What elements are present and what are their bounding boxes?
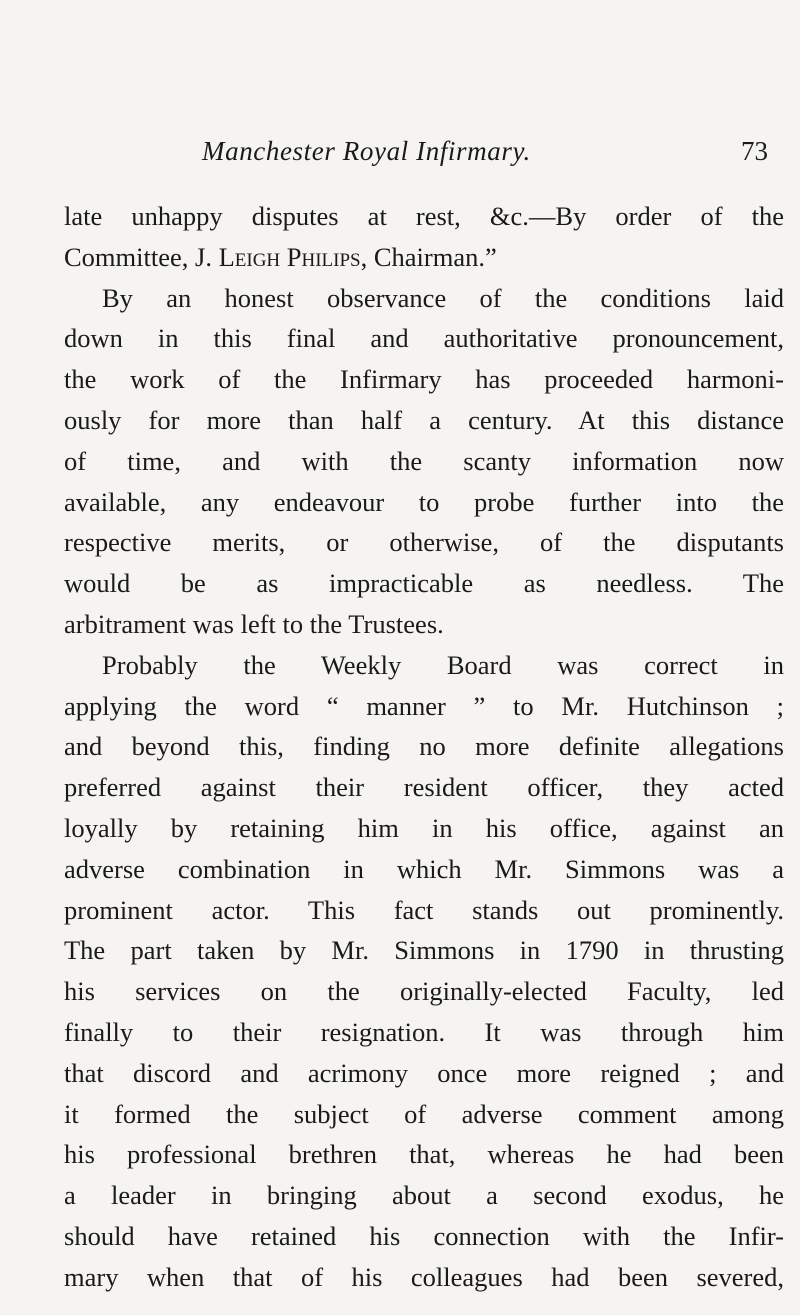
text-line: finally to their resignation. It was through him <box>64 1016 784 1047</box>
page-number: 73 <box>741 136 768 166</box>
running-head <box>0 136 800 176</box>
text-line: adverse combination in which Mr. Simmons was a <box>64 853 784 884</box>
text-line: would be as impracticable as needless. The <box>64 568 784 599</box>
text-line: respective merits, or otherwise, of the disputants <box>64 527 784 558</box>
text-line: that discord and acrimony once more reigned ; and <box>64 1057 784 1088</box>
text-line: his professional brethren that, whereas he had been <box>64 1139 784 1170</box>
text-line: the work of the Infirmary has proceeded harmoni- <box>64 364 784 395</box>
text-line: preferred against their resident officer, they acted <box>64 772 784 803</box>
text-line: late unhappy disputes at rest, &c.—By order of the <box>64 201 784 231</box>
text-line: of time, and with the scanty information now <box>64 445 784 476</box>
text-line: By an honest observance of the conditions laid <box>102 282 784 313</box>
text-line: mary when that of his colleagues had been severed, <box>64 1261 784 1292</box>
text-line: available, any endeavour to probe further into the <box>64 486 784 517</box>
text-line: prominent actor. This fact stands out prominently. <box>64 894 784 925</box>
signature-name: Leigh Philips <box>218 241 361 272</box>
body-text <box>64 196 784 1298</box>
signature-prefix: Committee, J. <box>64 241 219 272</box>
text-line-signature <box>64 237 784 278</box>
text-line: down in this final and authoritative pronouncement, <box>64 323 784 354</box>
text-line: ously for more than half a century. At this distance <box>64 404 784 435</box>
text-line: it formed the subject of adverse comment among <box>64 1098 784 1129</box>
text-line: arbitrament was left to the Trustees. <box>64 608 444 639</box>
running-title: Manchester Royal Infirmary. <box>202 136 531 166</box>
text-line: a leader in bringing about a second exodus, he <box>64 1180 784 1211</box>
text-line: loyally by retaining him in his office, against an <box>64 812 784 843</box>
text-line: and beyond this, finding no more definite allegations <box>64 731 784 762</box>
text-line: should have retained his connection with the Infir- <box>64 1220 784 1251</box>
text-line: Probably the Weekly Board was correct in <box>102 649 784 680</box>
text-line: applying the word “ manner ” to Mr. Hutchinson ; <box>64 690 784 721</box>
text-line: his services on the originally-elected Faculty, led <box>64 976 784 1007</box>
signature-suffix: , Chairman.” <box>360 241 497 272</box>
text-line: The part taken by Mr. Simmons in 1790 in thrusting <box>64 935 784 966</box>
